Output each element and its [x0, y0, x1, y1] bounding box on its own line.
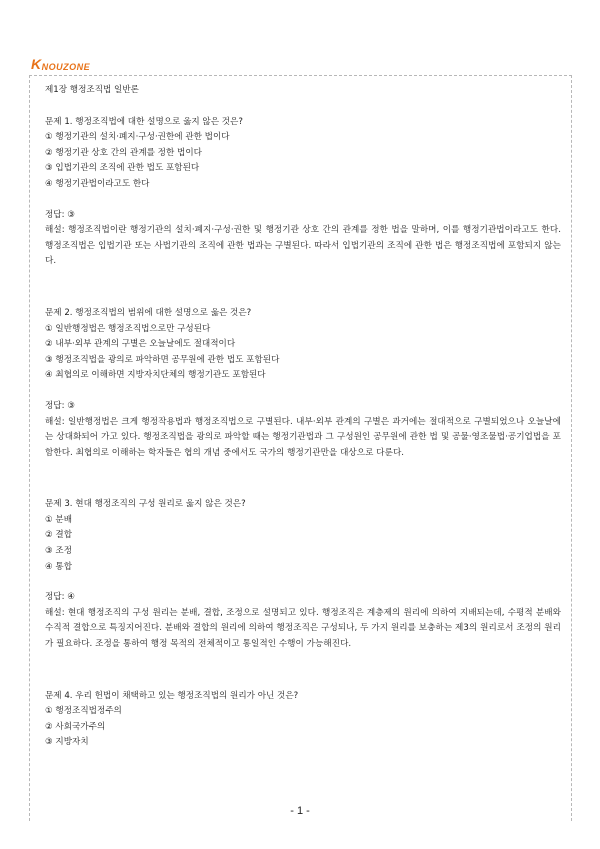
explanation: 해설: 현대 행정조직의 구성 원리는 분배, 결합, 조정으로 설명되고 있다. 행정조직은 계층제의 원리에 의하여 지배되는데, 수평적 분배와 수직적 결합으로 특징지어진다. 분배와 결합의 원리에 의하여 행정조직은 구성되나, 두 가지 원리를 보충하는 제3의 원리로서 조정의 원리가 필요하다. 조정을 통하여 행정 목적의 전체적이고 통일적인 수행이 가능해진다. — [45, 607, 561, 650]
logo-text: NOUZONE — [41, 62, 91, 72]
option: ① 일반행정법은 행정조직법으로만 구성된다 — [45, 323, 211, 334]
option: ④ 행정기관법이라고도 한다 — [45, 178, 150, 189]
chapter-title: 제1장 행정조직법 일반론 — [45, 85, 139, 95]
question-title: 문제 2. 행정조직법의 범위에 대한 설명으로 옳은 것은? — [45, 307, 252, 318]
option: ③ 입법기관의 조직에 관한 법도 포함된다 — [45, 163, 200, 174]
option: ② 내부·외부 관계의 구별은 오늘날에도 절대적이다 — [45, 339, 236, 350]
option: ③ 조정 — [45, 546, 73, 557]
option: ② 행정기관 상호 간의 관계를 정한 법이다 — [45, 147, 202, 158]
explanation: 해설: 행정조직법이란 행정기관의 설치·폐지·구성·권한 및 행정기관 상호 간의 관계를 정한 법을 말하며, 이를 행정기관법이라고도 한다. 행정조직법은 입법기관 또는 사법기관의 조직에 관한 법과는 구별된다. 따라서 입법기관의 조직에 관한 법은 행정조직법에 포함되지 않는다. — [45, 225, 561, 267]
option: ① 행정기관의 설치·폐지·구성·권한에 관한 법이다 — [45, 132, 230, 143]
answer: 정답: ④ — [45, 592, 75, 603]
option: ④ 통합 — [45, 561, 73, 572]
question-title: 문제 3. 현대 행정조직의 구성 원리로 옳지 않은 것은? — [45, 499, 246, 510]
explanation: 해설: 일반행정법은 크게 행정작용법과 행정조직법으로 구별된다. 내부·외부 관계의 구별은 과거에는 절대적으로 구별되었으나 오늘날에는 상대화되어 가고 있다. 행정조직법을 광의로 파악할 때는 행정기관법과 그 구성원인 공무원에 관한 법 및 공물·영조물법·공기업법을 포함한다. 최협의로 이해하는 학자들은 협의 개념 중에서도 국가의 행정기관만을 대상으로 다룬다. — [45, 416, 561, 458]
option: ② 결합 — [45, 530, 73, 541]
option: ② 사회국가주의 — [45, 721, 106, 732]
answer: 정답: ③ — [45, 400, 75, 411]
question-block-2 — [45, 306, 561, 461]
option: ③ 지방자치 — [45, 737, 89, 748]
option: ③ 행정조직법을 광의로 파악하면 공무원에 관한 법도 포함된다 — [45, 354, 280, 365]
logo-letter-k: K — [31, 56, 41, 72]
option: ① 분배 — [45, 514, 73, 525]
question-block-3 — [45, 497, 561, 652]
page-number: - 1 - — [290, 805, 310, 817]
question-block-4 — [45, 689, 561, 751]
option: ④ 최협의로 이해하면 지방자치단체의 행정기관도 포함된다 — [45, 370, 266, 381]
document-body — [45, 83, 561, 751]
question-title: 문제 4. 우리 헌법이 채택하고 있는 행정조직법의 원리가 아닌 것은? — [45, 690, 299, 701]
question-block-1 — [45, 115, 561, 270]
question-title: 문제 1. 행정조직법에 대한 설명으로 옳지 않은 것은? — [45, 116, 243, 127]
answer: 정답: ③ — [45, 209, 75, 220]
option: ① 행정조직법정주의 — [45, 706, 122, 717]
knouzone-logo — [31, 58, 90, 72]
